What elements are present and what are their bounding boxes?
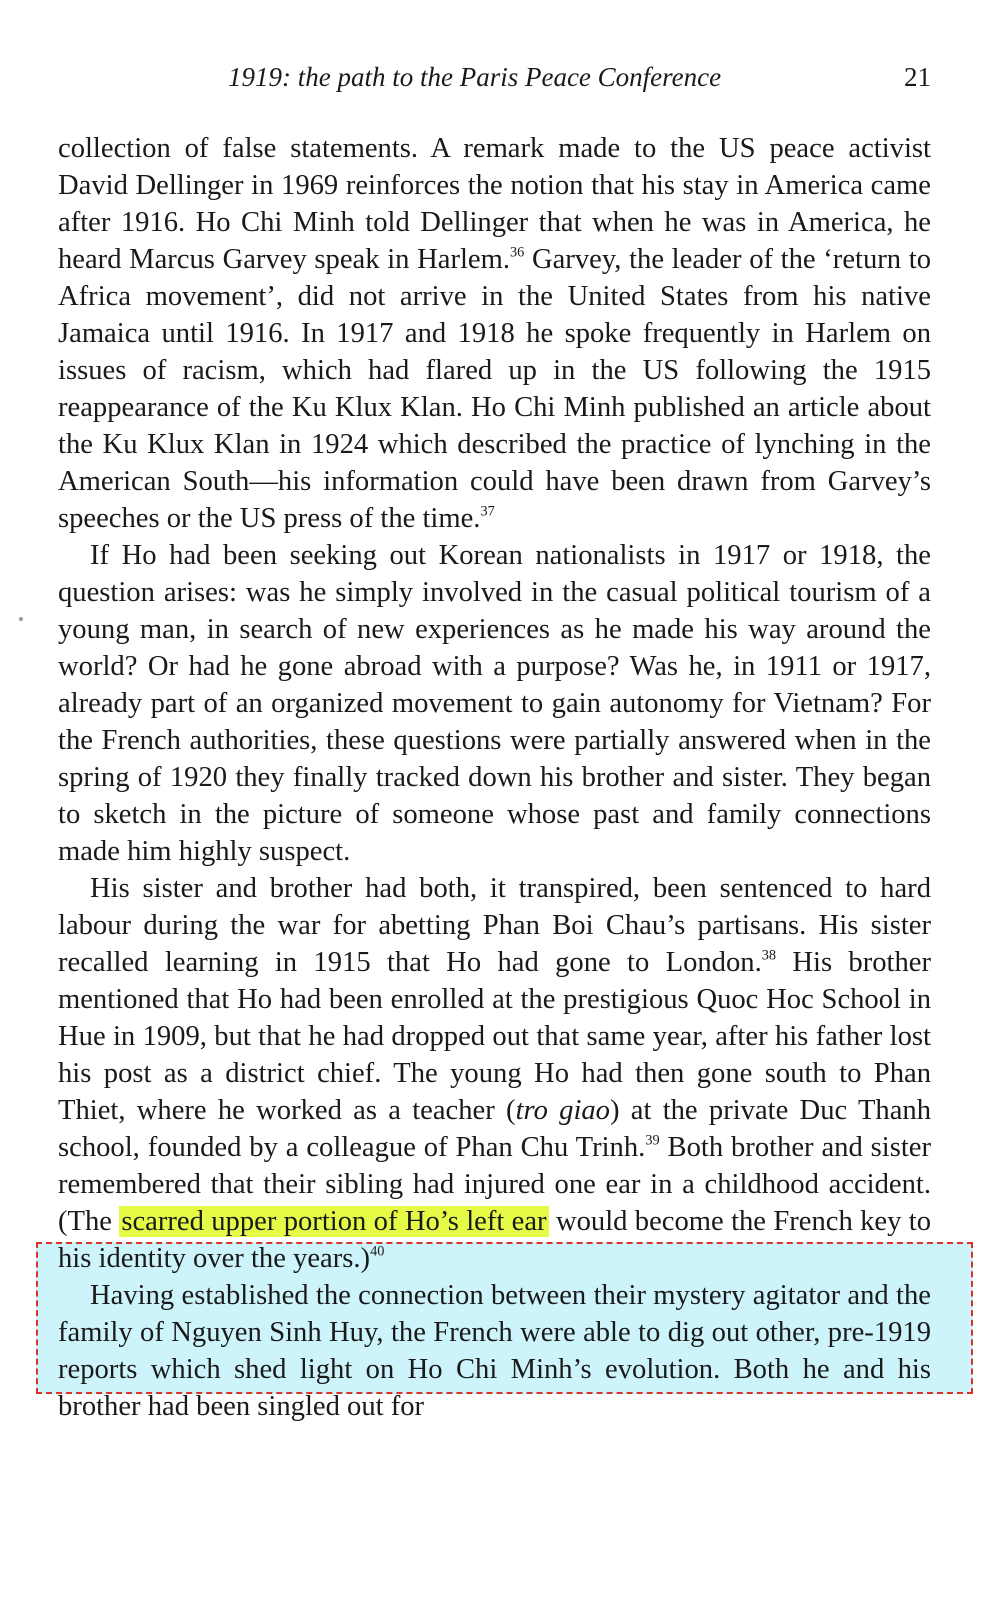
paragraph-3: [58, 870, 931, 1277]
paragraph-4-text: Having established the connection between their mystery agitator and the family of Nguyen Sinh Huy, the French were able to dig out other, pre-1919 reports which shed light on Ho Chi Minh’s evolution. Both he and his brother had been singled out for: [58, 1280, 931, 1422]
highlighted-phrase[interactable]: scarred upper portion of Ho’s left ear: [121, 1206, 547, 1237]
paragraph-1-text-a: collection of false statements. A remark made to the US peace activist David Dellinger in 1969 reinforces the notion that his stay in America came after 1916. Ho Chi Minh told Dellinger that when he was in America, he heard Marcus Garvey speak in Harlem.: [58, 133, 931, 275]
paragraph-3-text-d: Both brother and sister remembered that their sibling had injured one ear in a childhood accident. (The: [58, 1132, 932, 1237]
footnote-ref-37[interactable]: 37: [480, 503, 495, 520]
paragraph-2: [58, 537, 931, 870]
paragraph-3-text-b: His brother mentioned that Ho had been enrolled at the prestigious Quoc Hoc School in Hue in 1909, but that he had dropped out that same year, after his father lost his post as a district chief. The young Ho had then gone south to Phan Thiet, where he worked as a teacher (: [58, 947, 931, 1126]
paragraph-3-text-a: His sister and brother had both, it transpired, been sentenced to hard labour during the war for abetting Phan Boi Chau’s partisans. His sister recalled learning in 1915 that Ho had gone to London.: [58, 873, 931, 978]
term-tro-giao: tro giao: [515, 1095, 610, 1126]
paragraph-1-text-b: Garvey, the leader of the ‘return to Africa movement’, did not arrive in the United States from his native Jamaica until 1916. In 1917 and 1918 he spoke frequently in Harlem on issues of racism, which had flared up in the US following the 1915 reappearance of the Ku Klux Klan. Ho Chi Minh published an article about the Ku Klux Klan in 1924 which described the practice of lynching in the American South—his information could have been drawn from Garvey’s speeches or the US press of the time.: [58, 244, 931, 534]
page-number: 21: [904, 62, 931, 92]
paragraph-2-text: If Ho had been seeking out Korean nationalists in 1917 or 1918, the question arises: was he simply involved in the casual political tourism of a young man, in search of new experiences as he made his way around the world? Or had he gone abroad with a purpose? Was he, in 1911 or 1917, already part of an organized movement to gain autonomy for Vietnam? For the French authorities, these questions were partially answered when in the spring of 1920 they finally tracked down his brother and sister. They began to sketch in the picture of someone whose past and family connections made him highly suspect.: [58, 540, 931, 867]
paragraph-3-text-e: would become the French key to his identity over the years.): [58, 1206, 931, 1274]
footnote-ref-38[interactable]: 38: [761, 947, 777, 964]
paragraph-1: [58, 130, 931, 537]
scan-speck: [19, 617, 23, 621]
paragraph-3-text-c: ) at the private Duc Thanh school, founded by a colleague of Phan Chu Trinh.: [58, 1095, 931, 1163]
footnote-ref-36[interactable]: 36: [510, 244, 525, 261]
footnote-ref-39[interactable]: 39: [645, 1132, 660, 1149]
body-text: [58, 130, 931, 1425]
running-title: 1919: the path to the Paris Peace Conference: [228, 62, 722, 92]
footnote-ref-40[interactable]: 40: [370, 1243, 385, 1260]
paragraph-4: [58, 1277, 931, 1425]
running-header: [58, 62, 931, 102]
